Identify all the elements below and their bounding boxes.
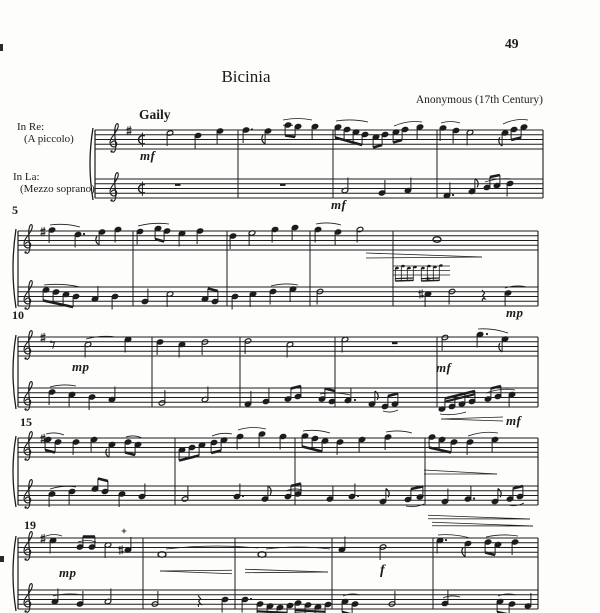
instrument-top-sub: (A piccolo): [24, 133, 74, 145]
system-brace: [13, 536, 16, 611]
dynamic-marking: mf: [506, 413, 522, 428]
dynamic-marking: mf: [331, 197, 347, 212]
system-brace: [13, 229, 16, 308]
measure-number: 19: [24, 518, 36, 532]
instrument-bottom-sub: (Mezzo soprano): [20, 183, 95, 195]
dynamic-marking: mp: [59, 565, 77, 580]
composer-credit: Anonymous (17th Century): [415, 94, 543, 106]
system-5: [13, 522, 538, 613]
piece-title: Bicinia: [221, 67, 271, 86]
instrument-label-bottom: [13, 171, 95, 195]
dynamic-marking: mp: [506, 305, 524, 320]
instrument-label-top: [17, 121, 74, 145]
system-brace: [13, 335, 16, 409]
system-brace: [13, 436, 16, 507]
system-3: [13, 329, 538, 421]
system-1: [90, 119, 543, 202]
system-4: [13, 427, 538, 519]
tempo-marking: Gaily: [139, 107, 171, 122]
measure-number: 10: [12, 308, 24, 322]
dynamic-marking: mf: [436, 360, 452, 375]
dynamic-marking: mp: [72, 359, 90, 374]
instrument-top-name: In Re:: [17, 121, 45, 133]
measure-number: 5: [12, 203, 18, 217]
system-2: [13, 223, 538, 310]
page-number: 49: [505, 36, 519, 51]
scan-artifact: [0, 44, 3, 51]
dynamic-marking: mf: [140, 148, 156, 163]
dynamic-marking: f: [380, 563, 386, 578]
measure-number: 15: [20, 415, 32, 429]
instrument-bottom-name: In La:: [13, 171, 40, 183]
scan-artifact: [0, 556, 4, 562]
